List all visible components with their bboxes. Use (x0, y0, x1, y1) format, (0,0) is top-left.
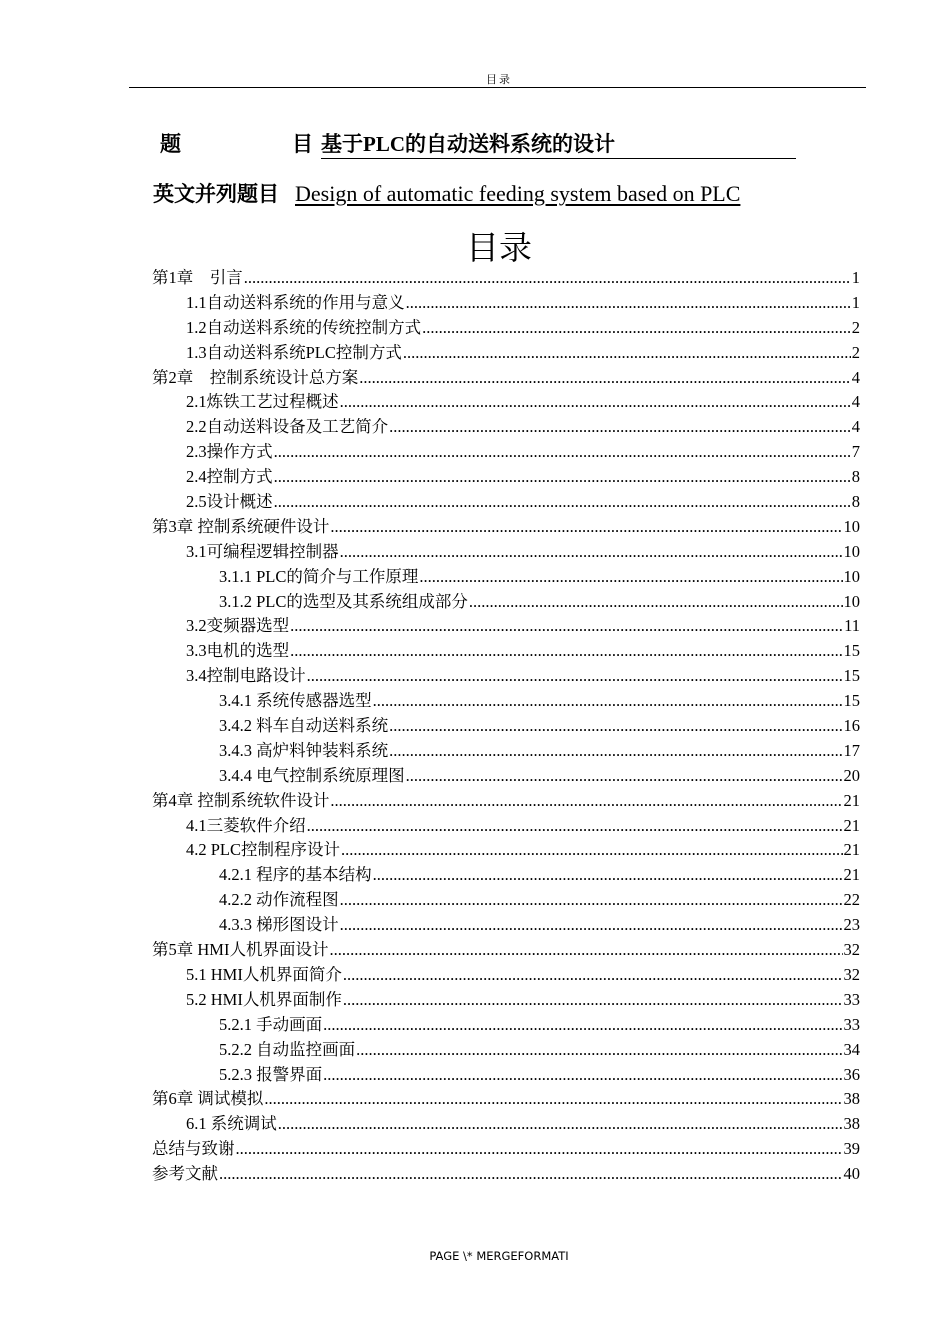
toc-entry-label: 3.4控制电路设计 (186, 666, 306, 686)
toc-leader-dots (219, 1162, 843, 1187)
toc-entry[interactable] (152, 1162, 860, 1187)
toc-entry[interactable] (152, 1013, 860, 1038)
toc-leader-dots (307, 664, 843, 689)
toc-entry-page: 33 (843, 1014, 860, 1034)
toc-entry-label: 3.4.4 电气控制系统原理图 (219, 765, 405, 785)
toc-entry[interactable] (152, 639, 860, 664)
toc-leader-dots (389, 714, 842, 739)
toc-leader-dots (278, 1112, 843, 1137)
toc-entry-page: 10 (843, 566, 860, 586)
toc-leader-dots (406, 291, 851, 316)
table-of-contents (152, 266, 860, 1187)
toc-entry-page: 1 (851, 268, 860, 287)
toc-leader-dots (290, 614, 843, 639)
toc-entry-page: 21 (843, 865, 860, 885)
title-label-part2: 目 (292, 131, 313, 156)
toc-entry-page: 38 (843, 1089, 860, 1109)
toc-entry-page: 34 (843, 1039, 860, 1059)
toc-entry-label: 5.2.1 手动画面 (219, 1014, 323, 1034)
toc-entry-label: 4.1三菱软件介绍 (186, 815, 306, 835)
toc-entry[interactable] (152, 963, 860, 988)
toc-entry[interactable] (152, 614, 860, 639)
toc-entry[interactable] (152, 415, 860, 440)
toc-entry[interactable] (152, 490, 860, 515)
toc-entry-page: 21 (843, 840, 860, 860)
toc-leader-dots (343, 988, 843, 1013)
toc-leader-dots (389, 415, 851, 440)
toc-entry[interactable] (152, 390, 860, 415)
toc-entry[interactable] (152, 316, 860, 341)
toc-entry-label: 5.1 HMI人机界面简介 (186, 964, 342, 984)
page-footer: PAGE \* MERGEFORMATI (429, 1249, 569, 1263)
thesis-title-row (160, 128, 796, 159)
toc-entry-page: 16 (843, 716, 860, 736)
toc-leader-dots (244, 266, 851, 291)
toc-entry-label: 3.4.1 系统传感器选型 (219, 691, 372, 711)
toc-entry-page: 7 (851, 442, 860, 462)
toc-entry-page: 15 (843, 641, 860, 661)
toc-entry[interactable] (152, 988, 860, 1013)
toc-leader-dots (236, 1137, 843, 1162)
toc-leader-dots (340, 390, 851, 415)
toc-entry-page: 4 (851, 417, 860, 437)
toc-entry-label: 5.2.3 报警界面 (219, 1064, 323, 1084)
toc-entry-label: 4.2.1 程序的基本结构 (219, 865, 372, 885)
toc-entry-label: 第2章 控制系统设计总方案 (152, 367, 359, 387)
toc-entry-label: 1.1自动送料系统的作用与意义 (186, 292, 405, 312)
toc-entry-label: 2.3操作方式 (186, 442, 273, 462)
toc-entry-page: 39 (843, 1139, 860, 1159)
thesis-title: 基于PLC的自动送料系统的设计 (321, 128, 796, 159)
toc-entry-page: 8 (851, 467, 860, 487)
toc-leader-dots (389, 739, 842, 764)
toc-entry-label: 3.3电机的选型 (186, 641, 290, 661)
toc-entry-page: 40 (843, 1164, 860, 1184)
toc-entry-label: 3.4.3 高炉料钟装料系统 (219, 740, 389, 760)
toc-entry-page: 10 (843, 516, 860, 536)
toc-leader-dots (373, 863, 843, 888)
toc-leader-dots (274, 490, 851, 515)
toc-entry-page: 21 (843, 815, 860, 835)
toc-entry[interactable] (152, 863, 860, 888)
toc-entry[interactable] (152, 341, 860, 366)
toc-entry-page: 10 (843, 591, 860, 611)
toc-leader-dots (274, 465, 851, 490)
toc-entry-label: 第5章 HMI人机界面设计 (152, 940, 329, 960)
toc-leader-dots (340, 888, 843, 913)
toc-entry-page: 22 (843, 890, 860, 910)
toc-entry[interactable] (152, 913, 860, 938)
page-header: 目录 (486, 73, 512, 86)
title-label-part1: 题 (160, 131, 181, 156)
toc-entry-page: 33 (843, 989, 860, 1009)
toc-leader-dots (323, 1013, 842, 1038)
toc-leader-dots (340, 913, 843, 938)
toc-leader-dots (359, 366, 851, 391)
toc-entry-label: 4.2.2 动作流程图 (219, 890, 339, 910)
toc-entry-label: 第4章 控制系统软件设计 (152, 790, 330, 810)
toc-entry-page: 4 (851, 392, 860, 412)
toc-entry-page: 32 (843, 940, 860, 960)
toc-entry-page: 36 (843, 1064, 860, 1084)
toc-entry[interactable] (152, 664, 860, 689)
toc-entry[interactable] (152, 814, 860, 839)
toc-entry[interactable] (152, 888, 860, 913)
toc-entry[interactable] (152, 739, 860, 764)
toc-entry-page: 20 (843, 765, 860, 785)
toc-leader-dots (406, 764, 843, 789)
toc-entry[interactable] (152, 440, 860, 465)
toc-entry-label: 4.3.3 梯形图设计 (219, 915, 339, 935)
toc-entry-label: 3.1.1 PLC的简介与工作原理 (219, 566, 419, 586)
toc-entry-page: 15 (843, 666, 860, 686)
toc-entry[interactable] (152, 714, 860, 739)
toc-entry[interactable] (152, 465, 860, 490)
toc-leader-dots (340, 540, 843, 565)
toc-entry[interactable] (152, 291, 860, 316)
toc-entry[interactable] (152, 590, 860, 615)
toc-entry-page: 21 (843, 790, 860, 810)
toc-entry-label: 总结与致谢 (152, 1139, 235, 1159)
toc-entry[interactable] (152, 1038, 860, 1063)
toc-entry[interactable] (152, 838, 860, 863)
toc-entry-label: 3.1可编程逻辑控制器 (186, 541, 339, 561)
toc-leader-dots (274, 440, 851, 465)
toc-entry[interactable] (152, 689, 860, 714)
toc-leader-dots (323, 1063, 842, 1088)
toc-leader-dots (469, 590, 843, 615)
toc-entry-label: 第1章 引言 (152, 268, 243, 287)
toc-leader-dots (403, 341, 851, 366)
toc-entry[interactable] (152, 515, 860, 540)
toc-entry-page: 1 (851, 292, 860, 312)
toc-leader-dots (343, 963, 843, 988)
toc-entry-label: 5.2 HMI人机界面制作 (186, 989, 342, 1009)
toc-entry-page: 15 (843, 691, 860, 711)
toc-entry[interactable] (152, 764, 860, 789)
toc-leader-dots (329, 938, 842, 963)
toc-entry-label: 5.2.2 自动监控画面 (219, 1039, 356, 1059)
toc-leader-dots (290, 639, 842, 664)
toc-entry-page: 17 (843, 740, 860, 760)
english-title-row (153, 178, 740, 208)
english-title-label: 英文并列题目 (153, 182, 279, 206)
toc-leader-dots (373, 689, 843, 714)
toc-entry-page: 23 (843, 915, 860, 935)
toc-entry-label: 1.3自动送料系统PLC控制方式 (186, 342, 402, 362)
toc-leader-dots (330, 515, 842, 540)
toc-entry[interactable] (152, 540, 860, 565)
toc-entry-page: 2 (851, 317, 860, 337)
toc-entry-page: 8 (851, 492, 860, 512)
toc-entry[interactable] (152, 565, 860, 590)
toc-entry-label: 3.2变频器选型 (186, 616, 290, 636)
toc-heading: 目录 (466, 228, 532, 267)
toc-entry[interactable] (152, 1087, 860, 1112)
toc-entry-label: 2.4控制方式 (186, 467, 273, 487)
english-title: Design of automatic feeding system based on PLC (295, 181, 741, 206)
header-rule (129, 87, 866, 88)
toc-entry-label: 参考文献 (152, 1164, 218, 1184)
toc-entry[interactable] (152, 789, 860, 814)
toc-entry[interactable] (152, 938, 860, 963)
toc-entry-page: 38 (843, 1114, 860, 1134)
toc-entry-label: 3.4.2 料车自动送料系统 (219, 716, 389, 736)
toc-entry-label: 4.2 PLC控制程序设计 (186, 840, 341, 860)
toc-entry[interactable] (152, 1063, 860, 1088)
toc-entry-label: 1.2自动送料系统的传统控制方式 (186, 317, 422, 337)
toc-entry-page: 32 (843, 964, 860, 984)
toc-entry-label: 2.5设计概述 (186, 492, 273, 512)
toc-entry[interactable] (152, 266, 860, 291)
toc-entry-label: 3.1.2 PLC的选型及其系统组成部分 (219, 591, 468, 611)
toc-entry-page: 10 (843, 541, 860, 561)
toc-leader-dots (330, 789, 842, 814)
toc-entry-label: 2.2自动送料设备及工艺简介 (186, 417, 389, 437)
toc-entry[interactable] (152, 366, 860, 391)
toc-entry-label: 6.1 系统调试 (186, 1114, 277, 1134)
toc-entry-label: 第6章 调试模拟 (152, 1089, 264, 1109)
toc-leader-dots (419, 565, 842, 590)
toc-entry-page: 4 (851, 367, 860, 387)
toc-entry-page: 2 (851, 342, 860, 362)
toc-entry-label: 第3章 控制系统硬件设计 (152, 516, 330, 536)
toc-leader-dots (264, 1087, 842, 1112)
toc-leader-dots (341, 838, 842, 863)
toc-entry-label: 2.1炼铁工艺过程概述 (186, 392, 339, 412)
toc-leader-dots (422, 316, 851, 341)
toc-entry-page: 11 (844, 616, 860, 636)
toc-entry[interactable] (152, 1137, 860, 1162)
toc-entry[interactable] (152, 1112, 860, 1137)
toc-leader-dots (307, 814, 843, 839)
toc-leader-dots (356, 1038, 842, 1063)
